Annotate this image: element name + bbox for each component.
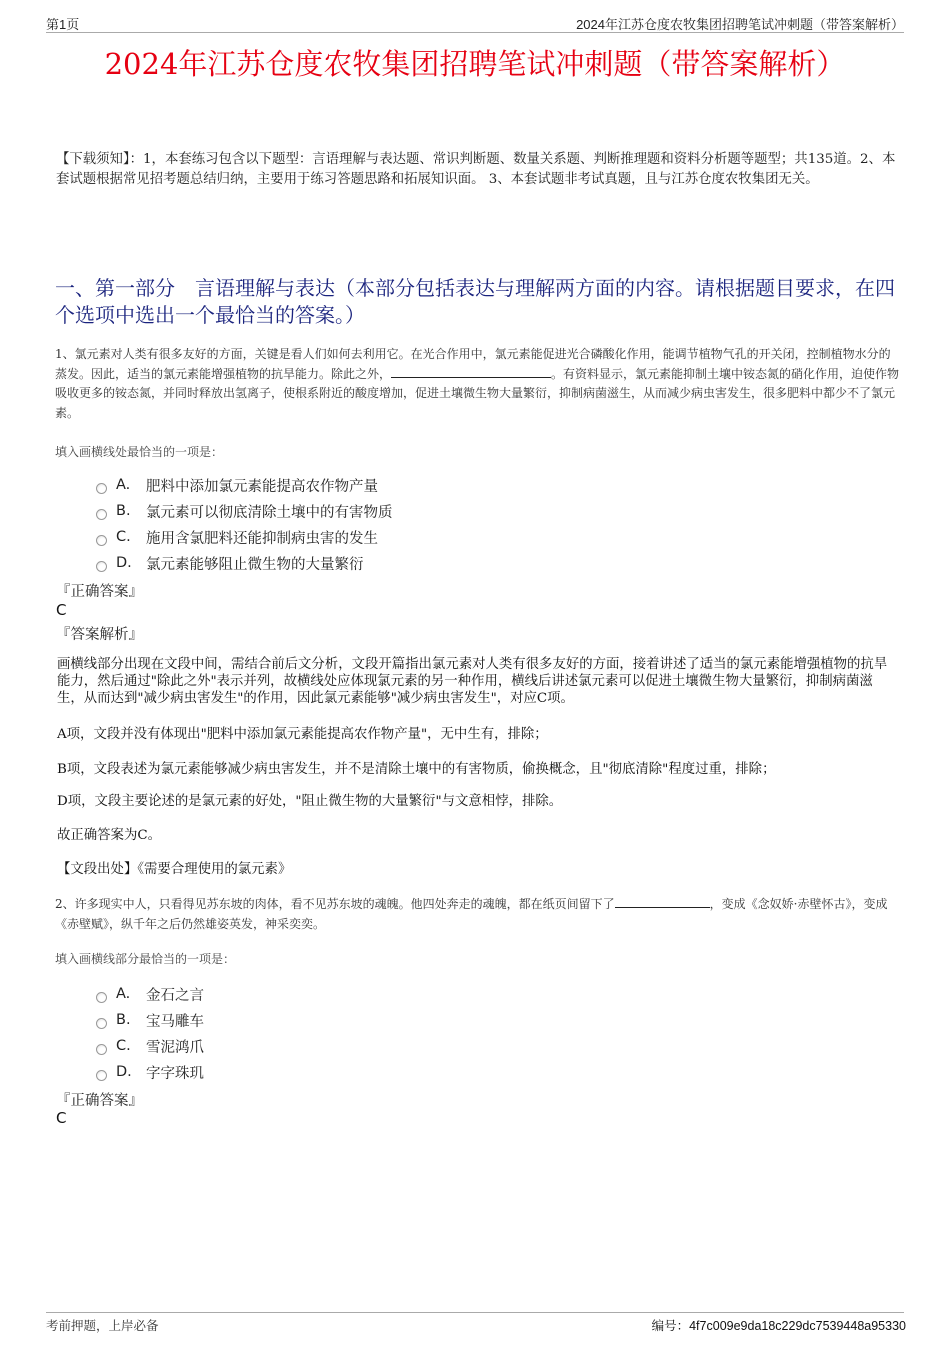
- radio-button[interactable]: [96, 535, 107, 546]
- option-letter: D.: [116, 555, 132, 571]
- correct-answer: C: [56, 1109, 67, 1127]
- analysis-conclusion: 故正确答案为C。: [57, 828, 161, 843]
- document-title: 2024年江苏仓度农牧集团招聘笔试冲刺题（带答案解析）: [104, 47, 846, 81]
- analysis-paragraph: 画横线部分出现在文段中间，需结合前后文分析，文段开篇指出氯元素对人类有很多友好的方面，接着讲述了适当的氯元素能增强植物的抗旱能力，然后通过"除此之外"表示并列，故横线处应体现氯元素的另一种作用，横线后讲述氯元素可以促进土壤微生物大量繁衍，抑制病菌滋生，从而达到"减少病虫害发生"的作用，因此氯元素能够"减少病虫害发生"，对应C项。: [57, 657, 888, 706]
- section-heading: 一、第一部分 言语理解与表达（本部分包括表达与理解两方面的内容。请根据题目要求，在四个选项中选出一个最恰当的答案。）: [55, 276, 895, 327]
- question-1-stem: [55, 345, 900, 423]
- option-text: 氯元素可以彻底清除土壤中的有害物质: [146, 504, 393, 521]
- option-b[interactable]: [96, 498, 393, 524]
- radio-button[interactable]: [96, 483, 107, 494]
- option-letter: A.: [116, 477, 131, 493]
- question-1-stem-before: 1、氯元素对人类有很多友好的方面，关键是看人们如何去利用它。在光合作用中，氯元素能促进光合磷酸化作用，能调节植物气孔的开关闭，控制植物水分的蒸发。因此，适当的氯元素能增强植物的抗旱能力。除此之外，: [55, 347, 891, 381]
- correct-answer-label: 『正确答案』: [56, 1093, 143, 1109]
- option-a[interactable]: [96, 981, 204, 1007]
- correct-answer-label: 『正确答案』: [56, 584, 143, 600]
- radio-button[interactable]: [96, 1070, 107, 1081]
- option-c[interactable]: [96, 524, 393, 550]
- radio-button[interactable]: [96, 561, 107, 572]
- header-divider: [46, 32, 904, 33]
- fill-blank: [615, 895, 710, 908]
- question-1-options: [96, 472, 393, 576]
- footer-divider: [46, 1312, 904, 1313]
- radio-button[interactable]: [96, 992, 107, 1003]
- analysis-label: 『答案解析』: [56, 627, 143, 643]
- option-text: 雪泥鸿爪: [146, 1039, 204, 1056]
- analysis-option-d: D项，文段主要论述的是氯元素的好处，"阻止微生物的大量繁衍"与文意相悖，排除。: [57, 794, 563, 809]
- option-letter: B.: [116, 1012, 131, 1028]
- radio-button[interactable]: [96, 1044, 107, 1055]
- option-text: 金石之言: [146, 987, 204, 1004]
- option-text: 氯元素能够阻止微生物的大量繁衍: [146, 556, 364, 573]
- question-2-options: [96, 981, 204, 1085]
- option-b[interactable]: [96, 1007, 204, 1033]
- option-letter: A.: [116, 986, 131, 1002]
- option-text: 字字珠玑: [146, 1065, 204, 1082]
- option-text: 肥料中添加氯元素能提高农作物产量: [146, 478, 378, 495]
- question-2-stem-after: ，变成《念奴娇·赤壁怀古》，变成《赤壁赋》，纵千年之后仍然雄姿英发，神采奕奕。: [55, 897, 888, 931]
- option-d[interactable]: [96, 1059, 204, 1085]
- option-d[interactable]: [96, 550, 393, 576]
- radio-button[interactable]: [96, 1018, 107, 1029]
- header-doc-title: 2024年江苏仓度农牧集团招聘笔试冲刺题（带答案解析）: [576, 17, 904, 32]
- option-text: 施用含氯肥料还能抑制病虫害的发生: [146, 530, 378, 547]
- option-a[interactable]: [96, 472, 393, 498]
- option-letter: C.: [116, 529, 131, 545]
- analysis-option-a: A项，文段并没有体现出"肥料中添加氯元素能提高农作物产量"，无中生有，排除；: [57, 727, 548, 742]
- question-2-prompt: 填入画横线部分最恰当的一项是：: [55, 952, 236, 966]
- analysis-option-b: B项，文段表述为氯元素能够减少病虫害发生，并不是清除土壤中的有害物质，偷换概念，且"彻底清除"程度过重，排除；: [57, 762, 776, 777]
- option-text: 宝马雕车: [146, 1013, 204, 1030]
- footer-serial: 编号：4f7c009e9da18c229dc7539448a95330: [651, 1319, 906, 1333]
- question-1-stem-after: 。有资料显示，氯元素能抑制土壤中铵态氮的硝化作用，迫使作物吸收更多的铵态氮，并同时释放出氢离子，使根系附近的酸度增加，促进土壤微生物大量繁衍，抑制病菌滋生，从而减少病虫害发生，很多肥料中都少不了氯元素。: [55, 366, 900, 420]
- download-notice: 【下载须知】：1，本套练习包含以下题型：言语理解与表达题、常识判断题、数量关系题、判断推理题和资料分析题等题型；共135道。2、本套试题根据常见招考题总结归纳，主要用于练习答题思路和拓展知识面。 3、本套试题非考试真题，且与江苏仓度农牧集团无关。: [56, 152, 896, 187]
- question-2-stem: [55, 895, 900, 934]
- option-letter: C.: [116, 1038, 131, 1054]
- page-number: 第1页: [46, 17, 80, 32]
- option-c[interactable]: [96, 1033, 204, 1059]
- option-letter: B.: [116, 503, 131, 519]
- footer-slogan: 考前押题，上岸必备: [46, 1318, 159, 1333]
- radio-button[interactable]: [96, 509, 107, 520]
- question-1-prompt: 填入画横线处最恰当的一项是：: [55, 445, 224, 459]
- fill-blank: [391, 365, 551, 378]
- passage-source: 【文段出处】《需要合理使用的氯元素》: [57, 862, 292, 877]
- question-2-stem-before: 2、许多现实中人，只看得见苏东坡的肉体，看不见苏东坡的魂魄。他四处奔走的魂魄，都在纸页间留下了: [55, 897, 615, 911]
- correct-answer: C: [56, 601, 67, 619]
- option-letter: D.: [116, 1064, 132, 1080]
